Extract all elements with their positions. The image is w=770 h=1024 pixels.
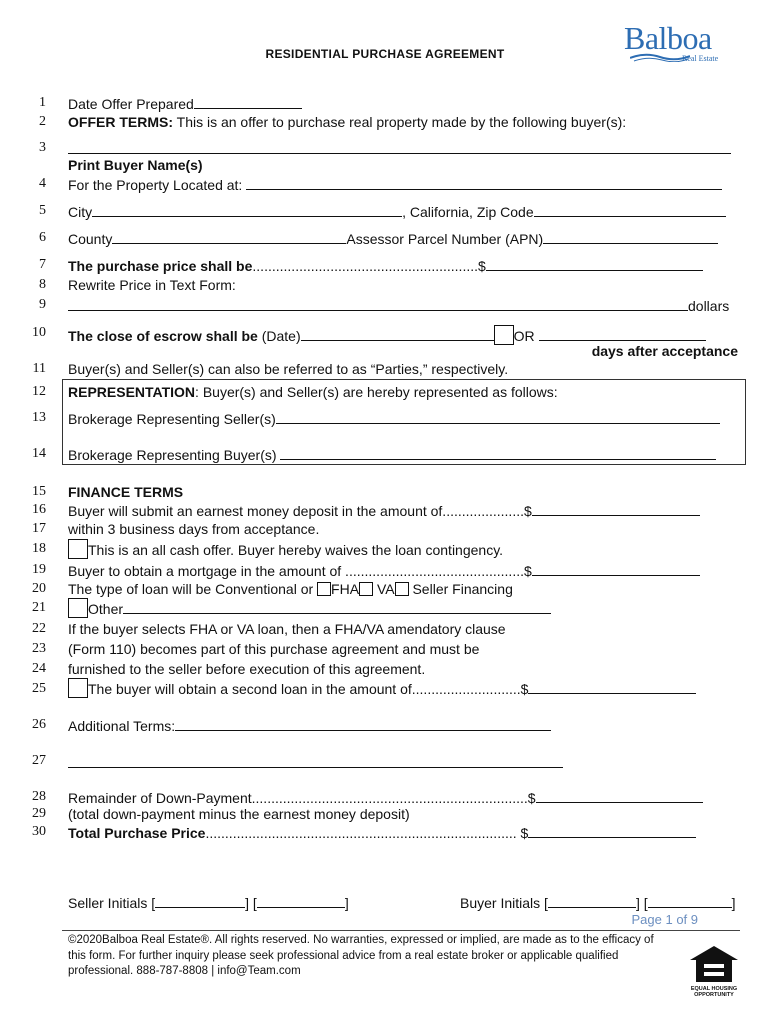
offer-terms-text: This is an offer to purchase real property made by the following buyer(s): xyxy=(173,114,627,130)
second-loan-field[interactable] xyxy=(528,680,696,694)
line-number: 14 xyxy=(32,446,46,461)
buyer-initials-label: Buyer Initials [ xyxy=(460,895,548,911)
line-number: 13 xyxy=(32,410,46,425)
line-number: 15 xyxy=(32,484,46,499)
earnest-deposit-row xyxy=(68,502,700,519)
logo-wave-icon xyxy=(630,52,690,62)
document-title: RESIDENTIAL PURCHASE AGREEMENT xyxy=(265,47,505,61)
buyer-names-field[interactable] xyxy=(68,153,731,154)
initials-separator: ] [ xyxy=(245,895,257,911)
apn-field[interactable] xyxy=(543,230,718,244)
city-field[interactable] xyxy=(92,203,402,217)
seller-financing-label: Seller Financing xyxy=(412,581,513,597)
buyer-initials-row xyxy=(460,894,736,911)
remainder-label: Remainder of Down-Payment.......................................................................$ xyxy=(68,790,536,806)
line-number: 30 xyxy=(32,824,46,839)
additional-terms-field[interactable] xyxy=(175,717,551,731)
loan-type-row xyxy=(68,581,513,597)
representation-text: : Buyer(s) and Seller(s) are hereby represented as follows: xyxy=(195,384,558,400)
price-text-row xyxy=(68,297,729,314)
line-number: 17 xyxy=(32,521,46,536)
second-loan-checkbox[interactable] xyxy=(68,678,88,698)
brokerage-seller-label: Brokerage Representing Seller(s) xyxy=(68,411,276,427)
dollars-label: dollars xyxy=(688,298,730,314)
price-text-field[interactable] xyxy=(68,297,688,311)
date-offer-label: Date Offer Prepared xyxy=(68,96,194,112)
line-number: 8 xyxy=(39,277,46,292)
initials-close: ] xyxy=(731,895,736,911)
days-field[interactable] xyxy=(539,327,706,341)
balboa-logo: Balboa xyxy=(624,20,712,56)
all-cash-checkbox[interactable] xyxy=(68,539,88,559)
earnest-deposit-label: Buyer will submit an earnest money deposit in the amount of.....................$ xyxy=(68,503,532,519)
second-loan-label: The buyer will obtain a second loan in the amount of............................$ xyxy=(88,681,529,697)
line-number: 19 xyxy=(32,562,46,577)
total-price-leader: ................................................................................ $ xyxy=(205,825,529,841)
page-number: Page 1 of 9 xyxy=(631,912,698,927)
rewrite-price-label: Rewrite Price in Text Form: xyxy=(68,277,236,293)
line-number: 26 xyxy=(32,717,46,732)
line-number: 2 xyxy=(39,114,46,129)
line-number: 6 xyxy=(39,230,46,245)
additional-terms-line-2[interactable] xyxy=(68,767,563,768)
county-field[interactable] xyxy=(112,230,346,244)
initials-close: ] xyxy=(344,895,349,911)
remainder-row xyxy=(68,789,703,806)
zip-code-field[interactable] xyxy=(534,203,726,217)
line-number: 12 xyxy=(32,384,46,399)
equal-housing-line-1: EQUAL HOUSING xyxy=(690,986,738,992)
fha-va-clause-2: (Form 110) becomes part of this purchase agreement and must be xyxy=(68,641,480,657)
finance-terms-heading: FINANCE TERMS xyxy=(68,484,184,500)
line-number: 18 xyxy=(32,541,46,556)
additional-terms-label: Additional Terms: xyxy=(68,718,176,734)
brokerage-buyer-row xyxy=(68,446,716,463)
equal-housing-text xyxy=(684,986,744,998)
line-number: 7 xyxy=(39,257,46,272)
equal-housing-line-2: OPPORTUNITY xyxy=(694,992,734,998)
date-offer-field[interactable] xyxy=(194,95,302,109)
line-number: 3 xyxy=(39,140,46,155)
other-label: Other xyxy=(88,601,124,617)
mortgage-field[interactable] xyxy=(532,562,700,576)
purchase-price-label: The purchase price shall be xyxy=(68,258,253,274)
other-row xyxy=(68,598,551,618)
within-days-text: within 3 business days from acceptance. xyxy=(68,521,320,537)
seller-initials-field-2[interactable] xyxy=(257,894,345,908)
parties-text: Buyer(s) and Seller(s) can also be referred to as “Parties,” respectively. xyxy=(68,361,509,377)
fha-va-clause-3: furnished to the seller before execution of this agreement. xyxy=(68,661,426,677)
brokerage-buyer-field[interactable] xyxy=(280,446,716,460)
va-label: VA xyxy=(376,581,395,597)
line-number: 21 xyxy=(32,600,46,615)
seller-initials-row xyxy=(68,894,349,911)
representation-row xyxy=(68,384,558,400)
close-escrow-date-label: (Date) xyxy=(257,328,301,344)
offer-terms-label: OFFER TERMS: xyxy=(68,114,173,130)
remainder-field[interactable] xyxy=(536,789,703,803)
line-number: 22 xyxy=(32,621,46,636)
seller-financing-checkbox[interactable] xyxy=(395,582,409,596)
property-address-field[interactable] xyxy=(246,176,722,190)
close-escrow-date-field[interactable] xyxy=(301,327,494,341)
or-label: OR xyxy=(513,328,535,344)
fha-va-clause-1: If the buyer selects FHA or VA loan, then a FHA/VA amendatory clause xyxy=(68,621,506,637)
total-price-row xyxy=(68,824,696,841)
line-number: 10 xyxy=(32,325,46,340)
county-row xyxy=(68,230,718,247)
fha-checkbox[interactable] xyxy=(317,582,331,596)
va-checkbox[interactable] xyxy=(359,582,373,596)
line-number: 9 xyxy=(39,297,46,312)
seller-initials-field-1[interactable] xyxy=(155,894,245,908)
line-number: 4 xyxy=(39,176,46,191)
purchase-price-row xyxy=(68,257,703,274)
purchase-price-field[interactable] xyxy=(486,257,703,271)
line-number: 29 xyxy=(32,806,46,821)
second-loan-row xyxy=(68,678,696,698)
california-zip-label: , California, Zip Code xyxy=(402,204,534,220)
line-number: 25 xyxy=(32,681,46,696)
footer-copyright: ©2020Balboa Real Estate®. All rights reserved. No warranties, expressed or implied, are made as to the efficacy of this form. For further inquiry please seek professional advice from a real estate broker or applicable qualified professional. 888-787-8808 | info@Team.com xyxy=(68,934,654,977)
initials-separator: ] [ xyxy=(635,895,648,911)
line-number: 11 xyxy=(32,361,46,376)
line-number: 20 xyxy=(32,581,46,596)
brokerage-buyer-label: Brokerage Representing Buyer(s) xyxy=(68,447,277,463)
other-checkbox[interactable] xyxy=(68,598,88,618)
total-price-label: Total Purchase Price xyxy=(68,825,206,841)
county-label: County xyxy=(68,231,113,247)
buyer-initials-field-2[interactable] xyxy=(648,894,732,908)
all-cash-label: This is an all cash offer. Buyer hereby waives the loan contingency. xyxy=(88,542,504,558)
print-buyer-label: Print Buyer Name(s) xyxy=(68,157,203,173)
close-escrow-row xyxy=(68,325,706,345)
total-down-text: (total down-payment minus the earnest money deposit) xyxy=(68,806,410,822)
fha-label: FHA xyxy=(331,581,360,597)
additional-terms-row xyxy=(68,717,551,734)
all-cash-row xyxy=(68,539,503,559)
apn-label: Assessor Parcel Number (APN) xyxy=(346,231,544,247)
equal-housing-icon xyxy=(688,944,740,984)
line-number: 27 xyxy=(32,753,46,768)
city-row xyxy=(68,203,726,220)
total-price-field[interactable] xyxy=(528,824,696,838)
property-label: For the Property Located at: xyxy=(68,177,243,193)
date-offer-row xyxy=(68,95,302,112)
close-escrow-label: The close of escrow shall be xyxy=(68,328,258,344)
line-number: 16 xyxy=(32,502,46,517)
loan-type-label: The type of loan will be Conventional or xyxy=(68,581,314,597)
brokerage-seller-row xyxy=(68,410,720,427)
balboa-logo-subtitle: Real Estate xyxy=(682,54,719,63)
seller-initials-label: Seller Initials [ xyxy=(68,895,156,911)
representation-label: REPRESENTATION xyxy=(68,384,196,400)
city-label: City xyxy=(68,204,93,220)
line-number: 24 xyxy=(32,661,46,676)
line-number: 23 xyxy=(32,641,46,656)
line-number: 28 xyxy=(32,789,46,804)
purchase-price-leader: ..........................................................$ xyxy=(252,258,486,274)
close-escrow-checkbox[interactable] xyxy=(494,325,514,345)
brokerage-seller-field[interactable] xyxy=(276,410,720,424)
line-number: 5 xyxy=(39,203,46,218)
offer-terms-row xyxy=(68,114,626,130)
line-number: 1 xyxy=(39,95,46,110)
earnest-deposit-field[interactable] xyxy=(532,502,700,516)
days-after-label: days after acceptance xyxy=(591,343,738,359)
mortgage-label: Buyer to obtain a mortgage in the amount of ..............................................$ xyxy=(68,563,532,579)
property-row xyxy=(68,176,722,193)
buyer-initials-field-1[interactable] xyxy=(548,894,636,908)
other-field[interactable] xyxy=(123,600,551,614)
footer-divider xyxy=(62,930,740,931)
mortgage-row xyxy=(68,562,700,579)
